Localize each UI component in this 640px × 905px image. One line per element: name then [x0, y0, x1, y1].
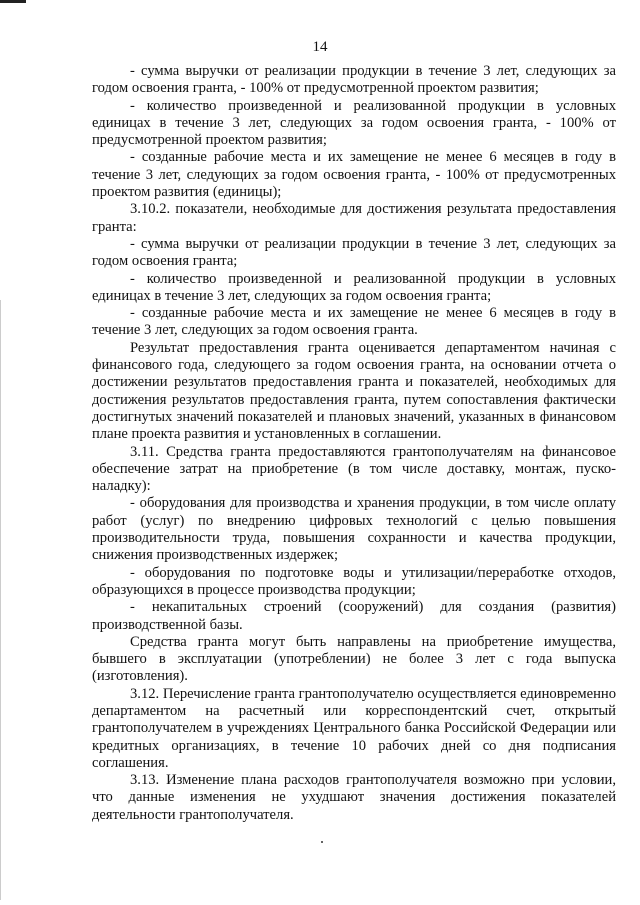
paragraph-result-evaluation: Результат предоставления гранта оценивается департаментом начиная с финансового года, следующего за годом освоения гранта, на основании отчета о достижении результатов предоставления гранта и показателей, необходимых для достижения результатов предоставления гранта, путем сопоставления фактически достигнутых значений показателей и плановых значений, указанных в финансовом плане проекта развития и установленных в соглашении.: [92, 339, 616, 443]
paragraph-3-10-2: 3.10.2. показатели, необходимые для достижения результата предоставления гранта:: [92, 201, 616, 235]
scan-dot-mark: [321, 841, 323, 843]
paragraph-3-13: 3.13. Изменение плана расходов грантополучателя возможно при условии, что данные изменения не ухудшают значения достижения показателей деятельности грантополучателя.: [92, 772, 616, 823]
document-body: [92, 63, 616, 824]
paragraph-jobs-target: - созданные рабочие места и их замещение не менее 6 месяцев в году в течение 3 лет, следующих за годом освоения гранта, - 100% от предусмотренных проектом развития (единицы);: [92, 149, 616, 201]
paragraph-used-property: Средства гранта могут быть направлены на приобретение имущества, бывшего в эксплуатации (употреблении) не более 3 лет с года выпуска (изготовления).: [92, 633, 616, 685]
paragraph-equipment-water: - оборудования по подготовке воды и утилизации/переработке отходов, образующихся в процессе производства продукции;: [92, 564, 616, 598]
scan-corner-mark: [0, 0, 26, 3]
paragraph-revenue-target: - сумма выручки от реализации продукции в течение 3 лет, следующих за годом освоения гранта, - 100% от предусмотренной проектом развития;: [92, 63, 616, 97]
paragraph-production-indicator: - количество произведенной и реализованной продукции в условных единицах в течение 3 лет, следующих за годом освоения гранта;: [92, 270, 616, 304]
paragraph-3-12: 3.12. Перечисление гранта грантополучателю осуществляется единовременно департаментом на расчетный или корреспондентский счет, открытый грантополучателем в учреждениях Центрального банка Российской Федерации или кредитных организациях, в течение 10 рабочих дней со дня подписания соглашения.: [92, 685, 616, 771]
paragraph-noncapital-structures: - некапитальных строений (сооружений) для создания (развития) производственной базы.: [92, 599, 616, 633]
paragraph-production-target: - количество произведенной и реализованной продукции в условных единицах в течение 3 лет, следующих за годом освоения гранта, - 100% от предусмотренной проектом развития;: [92, 97, 616, 149]
paragraph-equipment-production: - оборудования для производства и хранения продукции, в том числе оплату работ (услуг) по внедрению цифровых технологий с целью повышения производительности труда, повышения сохранности и качества продукции, снижения производственных издержек;: [92, 495, 616, 564]
page-number: 14: [312, 39, 328, 55]
scan-edge-line: [0, 300, 1, 900]
paragraph-jobs-indicator: - созданные рабочие места и их замещение не менее 6 месяцев в году в течение 3 лет, следующих за годом освоения гранта.: [92, 305, 616, 339]
paragraph-revenue-indicator: - сумма выручки от реализации продукции в течение 3 лет, следующих за годом освоения гранта;: [92, 235, 616, 270]
paragraph-3-11: 3.11. Средства гранта предоставляются грантополучателям на финансовое обеспечение затрат на приобретение (в том числе доставку, монтаж, пуско-наладку):: [92, 443, 616, 495]
